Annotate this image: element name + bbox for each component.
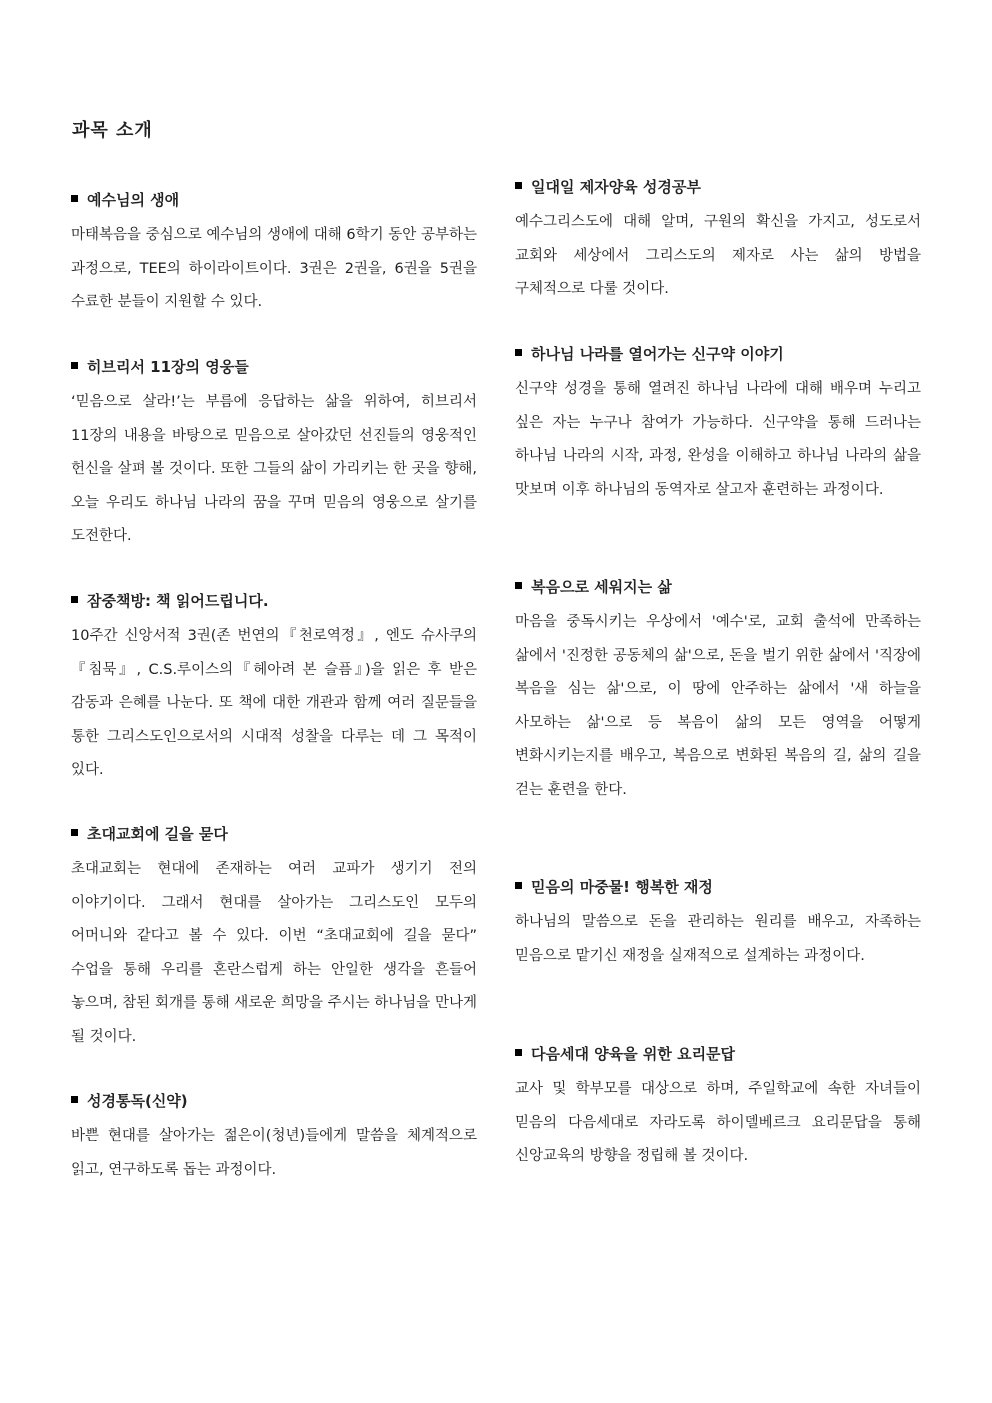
- square-bullet-icon: [515, 349, 522, 356]
- course-title: 초대교회에 길을 묻다: [87, 825, 228, 843]
- course-heading: [515, 876, 921, 898]
- course-title: 성경통독(신약): [87, 1092, 188, 1110]
- square-bullet-icon: [71, 596, 78, 603]
- course-section-jesus-life: [71, 189, 477, 320]
- course-description: 초대교회는 현대에 존재하는 여러 교파가 생기기 전의 이야기이다. 그래서 현대를 살아가는 그리스도인 모두의 어머니와 같다고 볼 수 있다. 이번 “초대교회에 길을 묻다” 수업을 통해 우리를 혼란스럽게 하는 안일한 생각을 흔들어 놓으며, 참된 회개를 통해 새로운 희망을 주시는 하나님을 만나게 될 것이다.: [71, 861, 477, 1045]
- course-heading: [71, 356, 477, 378]
- course-description: 마음을 중독시키는 우상에서 '예수'로, 교회 출석에 만족하는 삶에서 '진정한 공동체의 삶'으로, 돈을 벌기 위한 삶에서 '직장에 복음을 심는 삶'으로, 이 땅에 안주하는 삶에서 '새 하늘을 사모하는 삶'으로 등 복음이 삶의 모든 영역을 어떻게 변화시키는지를 배우고, 복음으로 변화된 복음의 길, 삶의 길을 걷는 훈련을 한다.: [515, 614, 921, 798]
- course-title: 히브리서 11장의 영웅들: [87, 358, 249, 376]
- square-bullet-icon: [515, 582, 522, 589]
- course-heading: [515, 576, 921, 598]
- course-section-early-church: [71, 823, 477, 1054]
- course-description: 예수그리스도에 대해 알며, 구원의 확신을 가지고, 성도로서 교회와 세상에서 그리스도의 제자로 사는 삶의 방법을 구체적으로 다룰 것이다.: [515, 214, 921, 297]
- course-section-bible-reading: [71, 1090, 477, 1187]
- course-section-discipleship: [515, 176, 921, 307]
- course-section-kingdom-story: [515, 343, 921, 507]
- course-title: 일대일 제자양육 성경공부: [531, 178, 701, 196]
- course-description: ‘믿음으로 살라!’는 부름에 응답하는 삶을 위하여, 히브리서 11장의 내용을 바탕으로 믿음으로 살아갔던 선진들의 영웅적인 헌신을 살펴 볼 것이다. 또한 그들의 삶이 가리키는 한 곳을 향해, 오늘 우리도 하나님 나라의 꿈을 꾸며 믿음의 영웅으로 살기를 도전한다.: [71, 394, 477, 544]
- course-heading: [71, 189, 477, 211]
- course-heading: [515, 343, 921, 365]
- square-bullet-icon: [71, 195, 78, 202]
- course-title: 예수님의 생애: [87, 191, 180, 209]
- course-description: 하나님의 말씀으로 돈을 관리하는 원리를 배우고, 자족하는 믿음으로 맡기신 재정을 실재적으로 설계하는 과정이다.: [515, 914, 921, 964]
- square-bullet-icon: [71, 829, 78, 836]
- course-title: 하나님 나라를 열어가는 신구약 이야기: [531, 345, 784, 363]
- course-title: 잠중책방: 책 읽어드립니다.: [87, 592, 269, 610]
- course-section-catechism: [515, 1043, 921, 1174]
- course-section-gospel-life: [515, 576, 921, 807]
- course-section-finance: [515, 876, 921, 973]
- square-bullet-icon: [515, 882, 522, 889]
- course-description: 10주간 신앙서적 3권(존 번연의『천로역정』, 엔도 슈사쿠의『침묵』, C.S.루이스의『헤아려 본 슬픔』)을 읽은 후 받은 감동과 은혜를 나눈다. 또 책에 대한 개관과 함께 여러 질문들을 통한 그리스도인으로서의 시대적 성찰을 다루는 데 그 목적이 있다.: [71, 628, 477, 778]
- course-section-hebrews-heroes: [71, 356, 477, 554]
- page-title: 과목 소개: [72, 120, 153, 141]
- course-title: 다음세대 양육을 위한 요리문답: [531, 1045, 736, 1063]
- square-bullet-icon: [515, 182, 522, 189]
- course-heading: [71, 823, 477, 845]
- square-bullet-icon: [71, 1096, 78, 1103]
- course-description: 교사 및 학부모를 대상으로 하며, 주일학교에 속한 자녀들이 믿음의 다음세대로 자라도록 하이델베르크 요리문답을 통해 신앙교육의 방향을 정립해 볼 것이다.: [515, 1081, 921, 1164]
- course-description: 바쁜 현대를 살아가는 젊은이(청년)들에게 말씀을 체계적으로 읽고, 연구하도록 돕는 과정이다.: [71, 1128, 477, 1178]
- square-bullet-icon: [71, 362, 78, 369]
- course-heading: [515, 1043, 921, 1065]
- course-section-book-club: [71, 590, 477, 788]
- square-bullet-icon: [515, 1049, 522, 1056]
- course-title: 복음으로 세워지는 삶: [531, 578, 672, 596]
- course-heading: [71, 590, 477, 612]
- course-heading: [515, 176, 921, 198]
- course-title: 믿음의 마중물! 행복한 재정: [531, 878, 713, 896]
- course-description: 마태복음을 중심으로 예수님의 생애에 대해 6학기 동안 공부하는 과정으로, TEE의 하이라이트이다. 3권은 2권을, 6권을 5권을 수료한 분들이 지원할 수 있다.: [71, 227, 477, 310]
- course-heading: [71, 1090, 477, 1112]
- course-description: 신구약 성경을 통해 열려진 하나님 나라에 대해 배우며 누리고 싶은 자는 누구나 참여가 가능하다. 신구약을 통해 드러나는 하나님 나라의 시작, 과정, 완성을 이해하고 하나님 나라의 삶을 맛보며 이후 하나님의 동역자로 살고자 훈련하는 과정이다.: [515, 381, 921, 498]
